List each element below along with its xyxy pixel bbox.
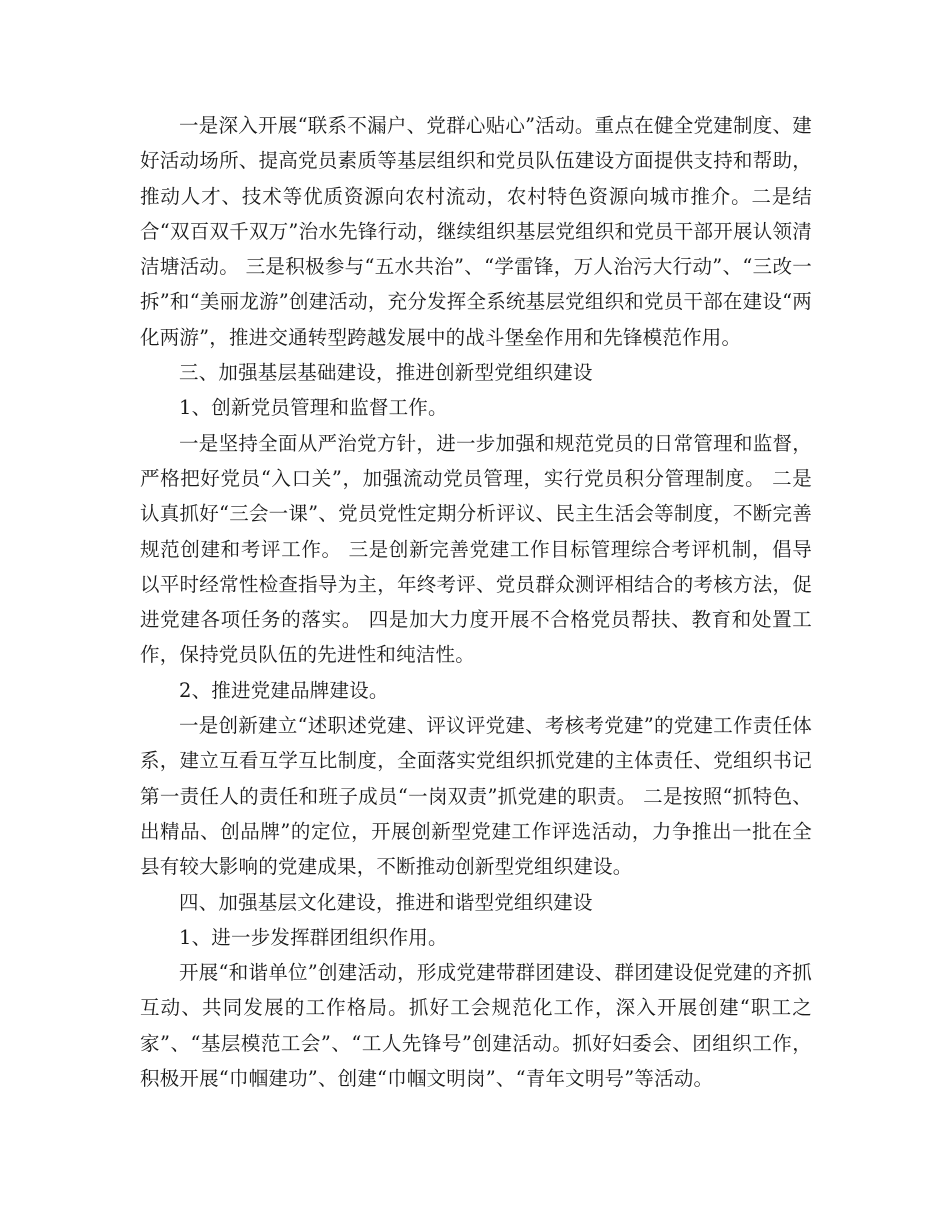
section-heading-4: 四、加强基层文化建设，推进和谐型党组织建设: [179, 890, 593, 914]
subsection-heading-3-1: 1、创新党员管理和监督工作。: [179, 396, 448, 420]
paragraph-2: 一是坚持全面从严治党方针，进一步加强和规范党员的日常管理和监督，严格把好党员“入口关”，加强流动党员管理，实行党员积分管理制度。 二是认真抓好“三会一课”、党员党性定期分析评议、民主生活会等制度，不断完善规范创建和考评工作。 三是创新完善党建工作目标管理综合考评机制，倡导以平时经常性检查指导为主，年终考评、党员群众测评相结合的考核方法，促进党建各项任务的落实。 四是加大力度开展不合格党员帮扶、教育和处置工作，保持党员队伍的先进性和纯洁性。: [140, 431, 812, 667]
paragraph-3: 一是创新建立“述职述党建、评议评党建、考核考党建”的党建工作责任体系，建立互看互学互比制度，全面落实党组织抓党建的主体责任、党组织书记第一责任人的责任和班子成员“一岗双责”抓党建的职责。 二是按照“抓特色、出精品、创品牌”的定位，开展创新型党建工作评选活动，力争推出一批在全县有较大影响的党建成果，不断推动创新型党组织建设。: [140, 714, 812, 879]
paragraph-1: 一是深入开展“联系不漏户、党群心贴心”活动。重点在健全党建制度、建好活动场所、提高党员素质等基层组织和党员队伍建设方面提供支持和帮助，推动人才、技术等优质资源向农村流动，农村特色资源向城市推介。二是结合“双百双千双万”治水先锋行动，继续组织基层党组织和党员干部开展认领清洁塘活动。 三是积极参与“五水共治”、“学雷锋，万人治污大行动”、“三改一拆”和“美丽龙游”创建活动，充分发挥全系统基层党组织和党员干部在建设“两化两游”，推进交通转型跨越发展中的战斗堡垒作用和先锋模范作用。: [140, 114, 812, 349]
paragraph-4: 开展“和谐单位”创建活动，形成党建带群团建设、群团建设促党建的齐抓互动、共同发展的工作格局。抓好工会规范化工作，深入开展创建“职工之家”、“基层模范工会”、“工人先锋号”创建活动。抓好妇委会、团组织工作，积极开展“巾帼建功”、创建“巾帼文明岗”、“青年文明号”等活动。: [140, 961, 812, 1091]
subsection-heading-3-2: 2、推进党建品牌建设。: [179, 678, 389, 702]
section-heading-3: 三、加强基层基础建设，推进创新型党组织建设: [179, 361, 593, 385]
subsection-heading-4-1: 1、进一步发挥群团组织作用。: [179, 925, 448, 949]
